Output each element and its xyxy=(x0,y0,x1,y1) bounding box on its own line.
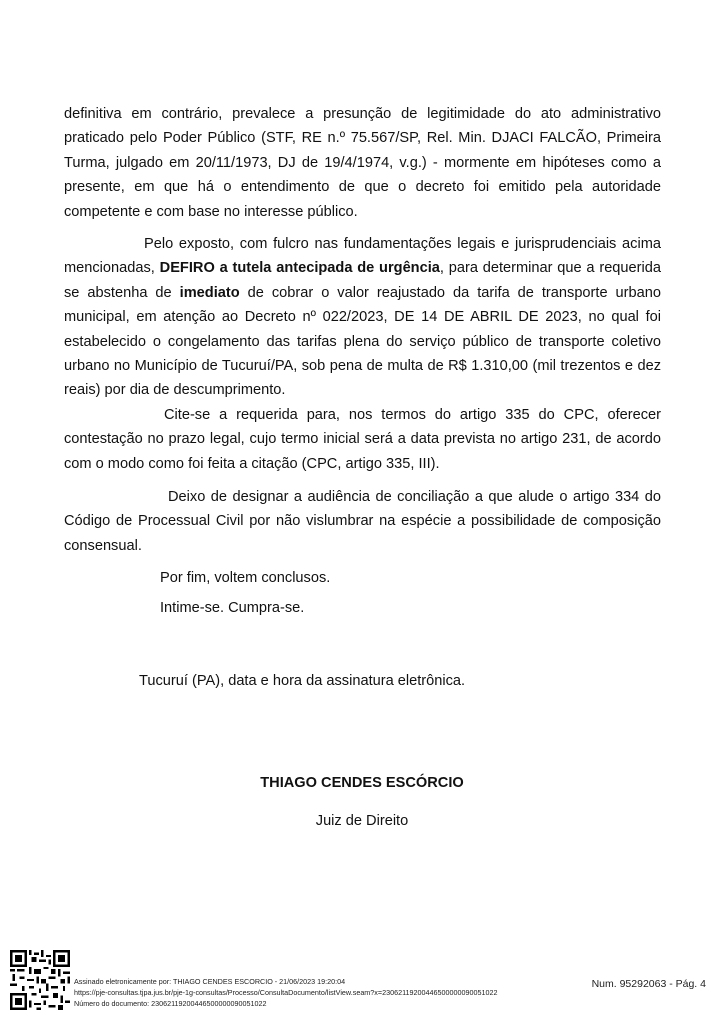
decision-bold-imediato: imediato xyxy=(179,284,240,301)
footer-doc-number: Número do documento: 23062119200446500000090051022 xyxy=(74,999,267,1008)
paragraph-place-date: Tucuruí (PA), data e hora da assinatura eletrônica. xyxy=(139,673,466,689)
paragraph-presumption: definitiva em contrário, prevalece a presunção de legitimidade do ato administrativo praticado pelo Poder Público (STF, RE n.º 75.567/SP, Rel. Min. DJACI FALCÃO, Primeira Turma, julgado em 20/11/1973, DJ de 19/4/1974, v.g.) - mormente em hipóteses como a presente, em que há o entendimento de que o decreto foi emitido pela autoridade competente e com base no interesse público. xyxy=(64,106,661,220)
footer-page-number: Num. 95292063 - Pág. 4 xyxy=(591,978,706,990)
footer-url[interactable]: https://pje-consultas.tjpa.jus.br/pje-1g-consultas/Processo/ConsultaDocumento/listView.seam?x=23062119200446500000090051022 xyxy=(74,988,498,997)
paragraph-decision xyxy=(64,232,661,403)
decision-text-a: Pelo exposto, com fulcro nas fundamentações legais e jurisprudenciais acima mencionadas, xyxy=(64,236,661,277)
qr-code-icon xyxy=(10,950,70,1010)
judge-name: THIAGO CENDES ESCÓRCIO xyxy=(260,775,464,791)
decision-text-b: , para determinar que a requerida se abstenha de xyxy=(64,260,661,301)
decision-text-c: de cobrar o valor reajustado da tarifa de transporte urbano municipal, em atenção ao Decreto nº 022/2023, DE 14 DE ABRIL DE 2023, no qual foi estabelecido o congelamento das tarifas plena do serviço público de transporte coletivo urbano no Município de Tucuruí/PA, sob pena de multa de R$ 1.310,00 (mil trezentos e dez reais) por dia de descumprimento. xyxy=(64,284,662,399)
paragraph-hearing: Deixo de designar a audiência de conciliação a que alude o artigo 334 do Código de Processual Civil por não vislumbrar na espécie a possibilidade de composição consensual. xyxy=(64,489,661,554)
footer-signed-by: Assinado eletronicamente por: THIAGO CENDES ESCORCIO - 21/06/2023 19:20:04 xyxy=(74,977,346,986)
paragraph-citation: Cite-se a requerida para, nos termos do artigo 335 do CPC, oferecer contestação no prazo legal, cujo termo inicial será a data prevista no artigo 231, de acordo com o modo como foi feita a citação (CPC, artigo 335, III). xyxy=(64,407,661,472)
judge-role: Juiz de Direito xyxy=(315,813,409,829)
paragraph-conclusion: Por fim, voltem conclusos. xyxy=(160,570,331,586)
decision-bold-defiro: DEFIRO a tutela antecipada de urgência xyxy=(159,260,440,277)
paragraph-intimation: Intime-se. Cumpra-se. xyxy=(160,600,305,616)
